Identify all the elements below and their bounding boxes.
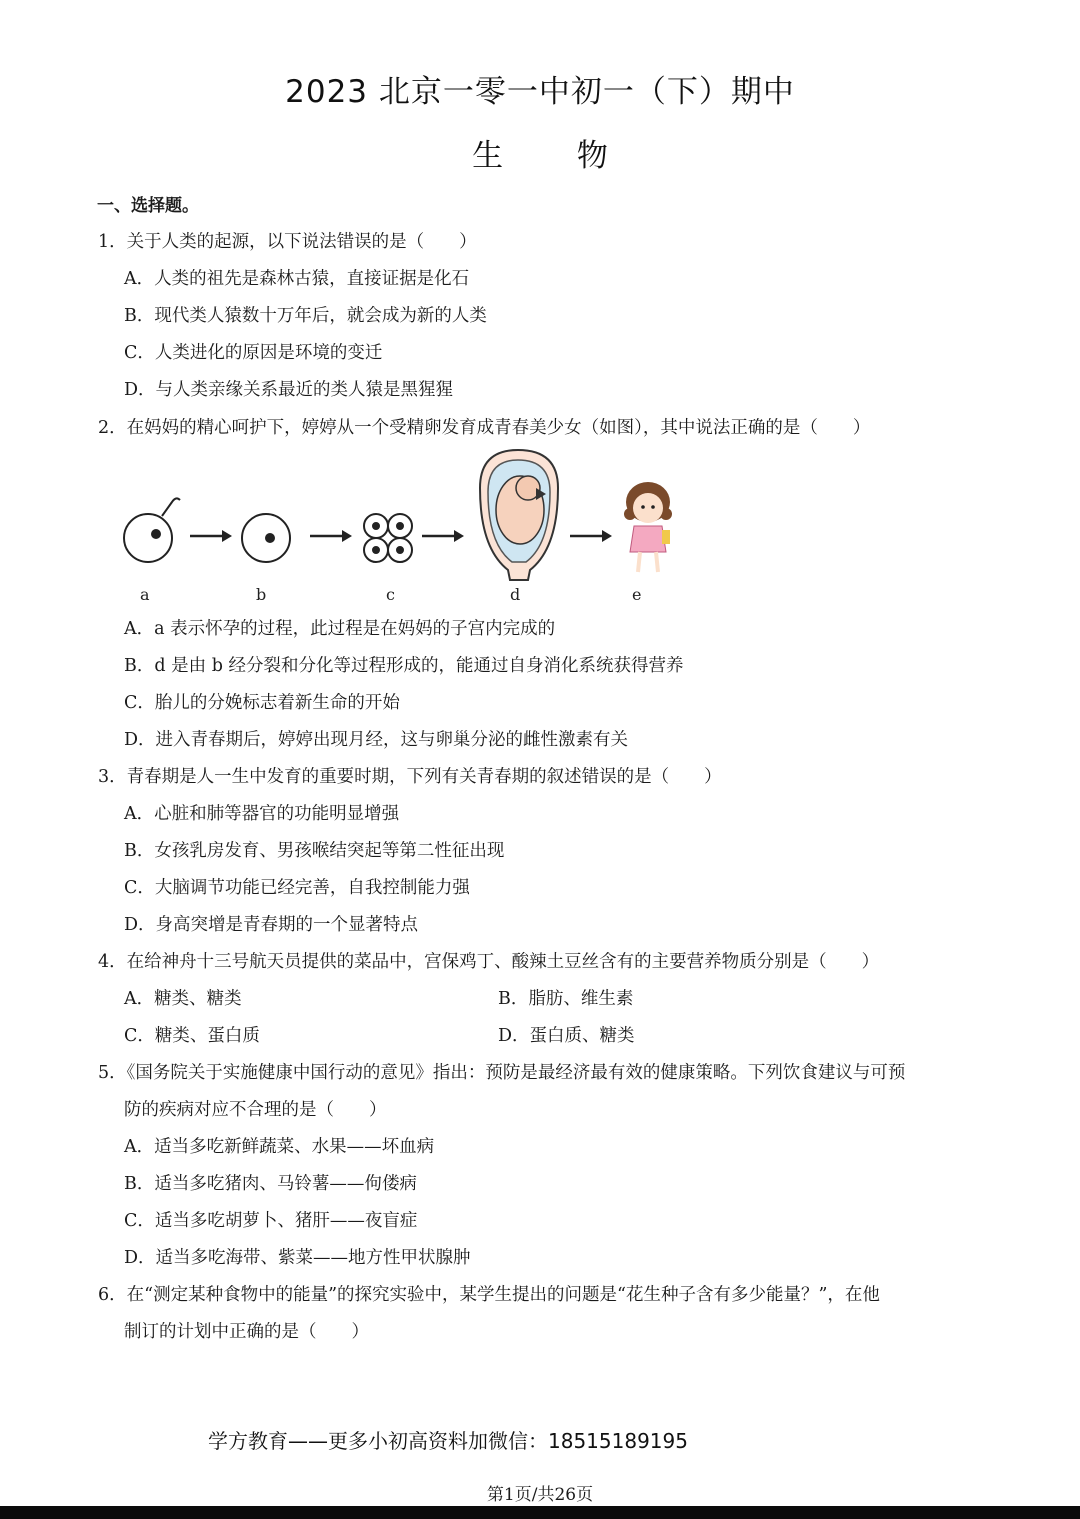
figure-label-c: c <box>386 585 395 604</box>
q3-option-c: C．大脑调节功能已经完善，自我控制能力强 <box>124 878 470 898</box>
figure-label-e: e <box>632 585 642 604</box>
question-1-stem: 1．关于人类的起源，以下说法错误的是（ ） <box>98 232 477 252</box>
q4-option-c: C．糖类、蛋白质 <box>124 1026 260 1046</box>
development-figure <box>110 448 710 608</box>
q2-option-b: B．d 是由 b 经分裂和分化等过程形成的，能通过自身消化系统获得营养 <box>124 656 684 676</box>
question-5-stem-cont: 防的疾病对应不合理的是（ ） <box>124 1100 387 1120</box>
q5-option-c: C．适当多吃胡萝卜、猪肝——夜盲症 <box>124 1211 418 1231</box>
q1-option-d: D．与人类亲缘关系最近的类人猿是黑猩猩 <box>124 380 454 400</box>
question-3-stem: 3．青春期是人一生中发育的重要时期，下列有关青春期的叙述错误的是（ ） <box>98 767 722 787</box>
fertilization-cell-icon <box>124 498 180 562</box>
figure-label-d: d <box>510 585 521 604</box>
dividing-cells-icon <box>364 514 412 562</box>
girl-icon <box>624 482 672 572</box>
q4-option-d: D．蛋白质、糖类 <box>498 1026 635 1046</box>
q2-option-c: C．胎儿的分娩标志着新生命的开始 <box>124 693 400 713</box>
q3-option-b: B．女孩乳房发育、男孩喉结突起等第二性征出现 <box>124 841 505 861</box>
footer-advert: 学方教育——更多小初高资料加微信：18515189195 <box>208 1429 688 1453</box>
arrow-icon <box>190 530 232 542</box>
arrow-icon <box>310 530 352 542</box>
figure-label-a: a <box>140 585 150 604</box>
q5-option-a: A．适当多吃新鲜蔬菜、水果——坏血病 <box>124 1137 435 1157</box>
subject-char: 物 <box>576 138 608 174</box>
question-2-stem: 2．在妈妈的精心呵护下，婷婷从一个受精卵发育成青春美少女（如图），其中说法正确的是（ ） <box>98 418 871 438</box>
subject-title <box>0 130 1080 175</box>
arrow-icon <box>570 530 612 542</box>
subject-char: 生 <box>472 138 504 174</box>
q1-option-b: B．现代类人猿数十万年后，就会成为新的人类 <box>124 306 487 326</box>
question-4-stem: 4．在给神舟十三号航天员提供的菜品中，宫保鸡丁、酸辣土豆丝含有的主要营养物质分别是（ ） <box>98 952 880 972</box>
figure-label-b: b <box>256 585 267 604</box>
q1-option-c: C．人类进化的原因是环境的变迁 <box>124 343 383 363</box>
fetus-in-uterus-icon <box>480 450 558 580</box>
arrow-icon <box>422 530 464 542</box>
q1-option-a: A．人类的祖先是森林古猿，直接证据是化石 <box>124 269 470 289</box>
page-number: 第1页/共26页 <box>486 1485 594 1505</box>
q2-option-d: D．进入青春期后，婷婷出现月经，这与卵巢分泌的雌性激素有关 <box>124 730 629 750</box>
question-6-stem-cont: 制订的计划中正确的是（ ） <box>124 1322 369 1342</box>
q4-option-b: B．脂肪、维生素 <box>498 989 634 1009</box>
q3-option-a: A．心脏和肺等器官的功能明显增强 <box>124 804 400 824</box>
section-heading: 一、选择题。 <box>97 196 199 216</box>
exam-title: 2023 北京一零一中初一（下）期中 <box>285 74 795 110</box>
q5-option-d: D．适当多吃海带、紫菜——地方性甲状腺肿 <box>124 1248 471 1268</box>
q5-option-b: B．适当多吃猪肉、马铃薯——佝偻病 <box>124 1174 417 1194</box>
zygote-cell-icon <box>242 514 290 562</box>
bottom-bar <box>0 1506 1080 1519</box>
question-6-stem: 6．在“测定某种食物中的能量”的探究实验中，某学生提出的问题是“花生种子含有多少能量？”，在他 <box>98 1285 880 1305</box>
question-5-stem: 5．《国务院关于实施健康中国行动的意见》指出：预防是最经济最有效的健康策略。下列饮食建议与可预 <box>98 1063 906 1083</box>
q4-option-a: A．糖类、糖类 <box>124 989 242 1009</box>
q2-option-a: A．a 表示怀孕的过程，此过程是在妈妈的子宫内完成的 <box>124 619 556 639</box>
q3-option-d: D．身高突增是青春期的一个显著特点 <box>124 915 419 935</box>
